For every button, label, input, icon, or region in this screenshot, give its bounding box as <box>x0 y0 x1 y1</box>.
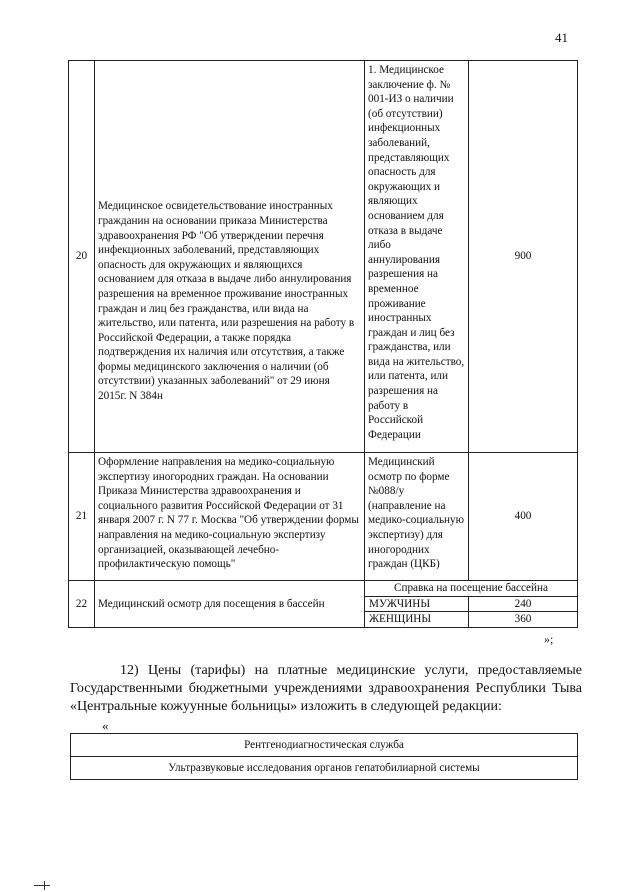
service-name: 1. Медицинское заключение ф. № 001-ИЗ о наличии (об отсутствии) инфекционных заболеваний, представляющих опасность для окружающих и являющих основанием для отказа в выдаче либо аннулирования разрешения на временное проживание иностранных граждан и лиц без гражданства, или вида на жительство, или патента, или разрешения на работу в Российской Федерации <box>365 61 469 453</box>
service-description: Медицинский осмотр для посещения в бассейн <box>95 581 365 628</box>
footer-mark <box>44 881 45 890</box>
table-row <box>69 61 578 453</box>
price-cell: 900 <box>469 61 578 453</box>
price-cell: 400 <box>469 453 578 581</box>
amendment-paragraph: 12) Цены (тарифы) на платные медицинские услуги, предоставляемые Государственными бюджетными учреждениями здравоохранения Республики Тыва «Центральные кожуунные больницы» изложить в следующей редакции: <box>70 663 582 714</box>
table-row <box>69 453 578 581</box>
pool-certificate-header: Справка на посещение бассейна <box>365 581 578 597</box>
service-table <box>70 733 578 780</box>
section-heading: Ультразвуковые исследования органов гепатобилиарной системы <box>71 757 578 780</box>
price-cell: 240 <box>469 596 578 612</box>
footer-mark <box>34 885 50 886</box>
table-row <box>71 734 578 757</box>
table-row <box>71 757 578 780</box>
price-cell: 360 <box>469 612 578 628</box>
opening-quote: « <box>102 718 109 733</box>
closing-quote: »; <box>544 632 554 646</box>
service-description: Медицинское освидетельствование иностранных гражданин на основании приказа Министерства здравоохранения РФ "Об утверждении перечня инфекционных заболеваний, представляющих опасность для окружающих и являющихся основанием для отказа в выдаче либо аннулирования разрешения на временное проживание иностранных граждан и лиц без гражданства, или вида на жительство, или патента, или разрешения на работу в Российской Федерации, а также порядка подтверждения их наличия или отсутствия, а также формы медицинского заключения о наличии (об отсутствии) указанных заболеваний" от 29 июня 2015г. N 384н <box>95 61 365 453</box>
page-number: 41 <box>555 30 568 45</box>
section-heading: Рентгенодиагностическая служба <box>71 734 578 757</box>
service-name: Медицинский осмотр по форме №088/у (направление на медико-социальную экспертизу) для иногородних граждан (ЦКБ) <box>365 453 469 581</box>
row-number: 20 <box>69 61 95 453</box>
gender-label: ЖЕНЩИНЫ <box>365 612 469 628</box>
row-number: 22 <box>69 581 95 628</box>
table-row <box>69 581 578 597</box>
gender-label: МУЖЧИНЫ <box>365 596 469 612</box>
row-number: 21 <box>69 453 95 581</box>
tariff-table <box>68 60 578 628</box>
service-description: Оформление направления на медико-социальную экспертизу иногородних граждан. На основании Приказа Министерства здравоохранения и социального развития Российской Федерации от 31 января 2007 г. N 77 г. Москва "Об утверждении формы направления на медико-социальную экспертизу организацией, оказывающей лечебно-профилактическую помощь" <box>95 453 365 581</box>
